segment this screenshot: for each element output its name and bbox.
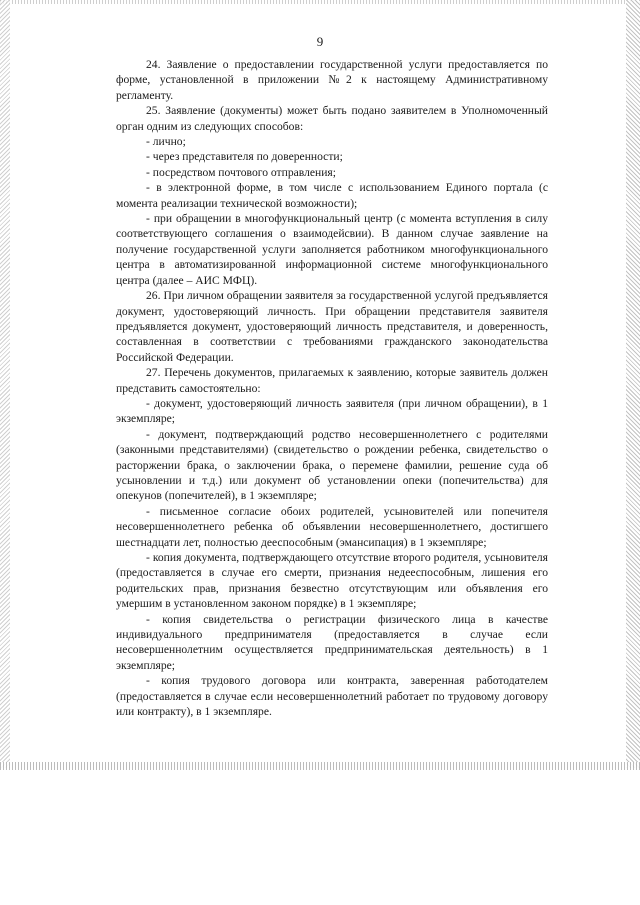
list-item-representative: - через представителя по доверенности; [146, 150, 343, 164]
list-item-in-person: - лично; [146, 135, 186, 149]
scan-border-bottom [0, 762, 640, 770]
list-item-mfc: - при обращении в многофункциональный центр (с момента вступления в силу соответствующего соглашения о взаимодейсвии). В данном случае заявление на получение государственной услуги заполняется работником многофункционального центра в автоматизированной информационной системе многофункционального центра (далее – АИС МФЦ). [116, 212, 548, 287]
list-item-second-parent-absence: - копия документа, подтверждающего отсутствие второго родителя, усыновителя (предоставляется в случае его смерти, признания недееспособным, лишения его родительских прав, признания безвестно отсутствующим или объявления его умершим в установленном законом порядке) в 1 экземпляре; [116, 551, 548, 611]
list-item-identity-document: - документ, удостоверяющий личность заявителя (при личном обращении), в 1 экземпляре; [116, 396, 548, 426]
document-body [116, 57, 548, 719]
paragraph-24: 24. Заявление о предоставлении государственной услуги предоставляется по форме, установленной в приложении №2 к настоящему Административному регламенту. [116, 58, 548, 102]
page-number: 9 [316, 34, 324, 49]
list-item-kinship-document: - документ, подтверждающий родство несовершеннолетнего с родителями (законными представителями) (свидетельство о рождении ребенка, свидетельство о расторжении брака, о заключении брака, о перемене фамилии, решение суда об усыновлении и т.д.) или документ об установлении опеки (попечительства) для опекунов (попечителей), в 1 экземпляре; [116, 427, 548, 503]
scan-border-right [626, 0, 640, 768]
list-item-electronic: - в электронной форме, в том числе с использованием Единого портала (с момента реализации технической возможности); [116, 181, 548, 210]
scan-border-left [0, 0, 10, 768]
paragraph-25: 25. Заявление (документы) может быть подано заявителем в Уполномоченный орган одним из следующих способов: [116, 104, 548, 133]
list-item-post: - посредством почтового отправления; [146, 165, 336, 179]
paragraph-27: 27. Перечень документов, прилагаемых к заявлению, которые заявитель должен представить самостоятельно: [116, 366, 548, 395]
list-item-parental-consent: - письменное согласие обоих родителей, усыновителей или попечителя несовершеннолетнего ребенка об объявлении несовершеннолетнего, достигшего шестнадцати лет, полностью дееспособным (эмансипация) в 1 экземпляре; [116, 504, 548, 549]
paragraph-26: 26. При личном обращении заявителя за государственной услугой предъявляется документ, удостоверяющий личность. При обращении представителя заявителя предъявляется документ, удостоверяющий личность представителя, и доверенность, составленная в соответствии с требованиями гражданского законодательства Российской Федерации. [116, 289, 548, 364]
scan-border-top [0, 0, 640, 4]
list-item-entrepreneur-certificate: - копия свидетельства о регистрации физического лица в качестве индивидуального предпринимателя (предоставляется в случае если несовершеннолетним осуществляется предпринимательская деятельность) в 1 экземпляре; [116, 612, 548, 672]
list-item-employment-contract: - копия трудового договора или контракта, заверенная работодателем (предоставляется в случае если несовершеннолетний работает по трудовому договору или контракту), в 1 экземпляре. [116, 674, 548, 719]
